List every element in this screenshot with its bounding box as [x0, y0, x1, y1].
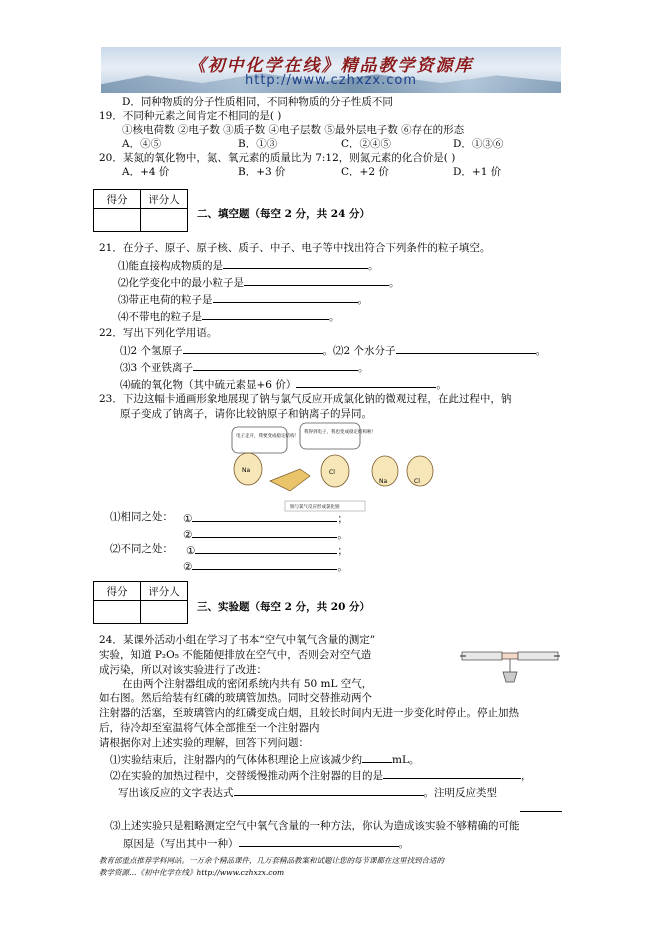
blank[interactable]: [396, 343, 536, 354]
unit: mL。: [392, 754, 420, 766]
footer-line-1: 教育部重点推荐学科网站。一万余个精品课件，几万套精品教案和试题让您的每节课都在这里找到合适的: [99, 856, 444, 865]
q23-diff-label: ⑵不同之处：: [110, 543, 173, 555]
blank[interactable]: [195, 543, 337, 554]
score-table-1: [93, 189, 188, 232]
period: 。: [337, 529, 348, 541]
blank[interactable]: [202, 309, 329, 320]
q24-line-8: 请根据你对上述实验的理解，回答下列问题：: [99, 737, 309, 749]
blank[interactable]: [383, 768, 521, 779]
q19-option-c: C．②④⑤: [341, 138, 392, 150]
score-label: 得分: [94, 582, 141, 601]
blank[interactable]: [183, 343, 323, 354]
q24-line-5: 如右图。然后给装有红磷的玻璃管加热。同时交替推动两个: [99, 692, 372, 704]
score-label: 得分: [94, 190, 141, 209]
bubble-1-text: 电子走开，我要变成稳定结构！: [236, 434, 299, 439]
q24-part-3-label: 原因是（写出其中一种）: [123, 838, 239, 850]
period: 。: [398, 838, 409, 850]
score-table-2: [93, 581, 188, 624]
q24-line-2: 实验，知道 P₂O₅ 不能随便排放在空气中，否则会对空气造: [99, 649, 372, 661]
question-23-line-2: 原子变成了钠离子，请你比较钠原子和钠离子的异同。: [120, 408, 372, 420]
question-20: 20．某氮的氧化物中，氮、氧元素的质量比为 7:12，则氮元素的化合价是( ): [99, 152, 456, 164]
q23-diff-2: [183, 559, 348, 574]
q20-option-b: B．+3 价: [238, 166, 286, 178]
q20-option-c: C．+2 价: [341, 166, 389, 178]
reaction-type-blank[interactable]: [520, 811, 562, 812]
header-banner: [101, 47, 561, 93]
number-2: ②: [183, 561, 193, 573]
question-21: 21．在分子、原子、原子核、质子、中子、电子等中找出符合下列条件的粒子填空。: [99, 242, 491, 254]
number-2: ②: [183, 529, 193, 541]
blank[interactable]: [213, 292, 358, 303]
q24-line-7: 后，待冷却至室温将气体全部推至一个注射器内: [99, 722, 320, 734]
grader-cell[interactable]: [141, 601, 188, 624]
q24-part-3-line-1: ⑶上述实验只是粗略测定空气中氧气含量的一种方法，你认为造成该实验不够精确的可能: [110, 820, 520, 832]
question-19-items: ①核电荷数 ②电子数 ③质子数 ④电子层数 ⑤最外层电子数 ⑥存在的形态: [122, 124, 465, 136]
blank[interactable]: [244, 275, 389, 286]
q23-diff-1: [186, 543, 348, 558]
q19-option-a: A．④⑤: [122, 138, 162, 150]
q22-item-4-label: ⑷硫的氧化物（其中硫元素显+6 价）: [120, 379, 297, 391]
q24-part-2b: [118, 785, 497, 800]
q21-item-2-label: ⑵化学变化中的最小粒子是: [118, 277, 244, 289]
number-1: ①: [186, 545, 196, 557]
glass-tube: [502, 653, 518, 659]
q24-part-2: ⑵在实验的加热过程中，交替缓慢推动两个注射器的目的是 ，: [110, 770, 532, 782]
blank[interactable]: [362, 752, 392, 763]
cl-ion-label: Cl: [414, 478, 420, 485]
banner-url[interactable]: http://www.czhxzx.com: [245, 73, 417, 88]
q22-item-1: ⑴2 个氢原子 。⑵2 个水分子 。: [120, 345, 547, 357]
semicolon: ；: [337, 513, 348, 525]
question-23-line-1: 23．下边这幅卡通画形象地展现了钠与氯气反应开成氯化钠的微观过程，在此过程中，钠: [99, 393, 512, 405]
q24-part-3-line-2: [123, 836, 409, 851]
blank[interactable]: [193, 360, 358, 371]
na-label: Na: [242, 467, 251, 474]
score-cell[interactable]: [94, 209, 141, 232]
reaction-type-label: 。注明反应类型: [423, 787, 497, 799]
na-ion-label: Na: [379, 478, 388, 485]
q24-line-4: 在由两个注射器组成的密闭系统内共有 50 mL 空气，: [122, 678, 373, 690]
q22-item-4: ⑷硫的氧化物（其中硫元素显+6 价） 。: [120, 379, 447, 391]
period: 。: [337, 561, 348, 573]
question-22: 22．写出下列化学用语。: [99, 327, 218, 339]
q24-part-1: [110, 752, 419, 767]
banner-title: 《初中化学在线》精品教学资源库: [188, 56, 474, 76]
q24-line-3: 成污染，所以对该实验进行了改进：: [99, 664, 267, 676]
option-d-line: D．同种物质的分子性质相同，不同种物质的分子性质不同: [122, 96, 393, 108]
q19-option-b: B．①③: [238, 138, 278, 150]
q21-item-3: ⑶带正电荷的粒子是 。: [118, 294, 368, 306]
blank[interactable]: [192, 559, 337, 570]
q22-item-1-label: ⑴2 个氢原子: [120, 345, 183, 357]
q20-option-a: A．+4 价: [122, 166, 170, 178]
question-19: 19．不同种元素之间肯定不相同的是( ): [99, 110, 282, 122]
q21-item-3-label: ⑶带正电荷的粒子是: [118, 294, 213, 306]
speech-bubble-1: [232, 427, 287, 453]
q19-option-d: D．①③⑥: [453, 138, 504, 150]
q22-item-3: ⑶3 个亚铁离子 。: [120, 362, 369, 374]
q21-item-4: ⑷不带电的粒子是 。: [118, 311, 340, 323]
grader-label: 评分人: [141, 582, 188, 601]
q24-part-1-label: ⑴实验结束后，注射器内的气体体积理论上应该减少约: [110, 754, 362, 766]
q22-item-2-label: ⑵2 个水分子: [333, 345, 396, 357]
score-cell[interactable]: [94, 601, 141, 624]
q21-item-4-label: ⑷不带电的粒子是: [118, 311, 202, 323]
q21-item-2: ⑵化学变化中的最小粒子是 。: [118, 277, 400, 289]
number-1: ①: [183, 513, 193, 525]
blank[interactable]: [192, 527, 337, 538]
section-3-heading: 三、实验题（每空 2 分，共 20 分）: [197, 601, 371, 613]
grader-label: 评分人: [141, 190, 188, 209]
q23-same-2: [183, 527, 348, 542]
equation-label: 写出该反应的文字表达式: [118, 787, 234, 799]
q21-item-1: ⑴能直接构成物质的是 。: [118, 260, 379, 272]
speech-bubble-2: [300, 423, 360, 449]
q23-same-1: [183, 511, 348, 526]
alcohol-lamp: [503, 672, 517, 682]
syringe-right: [518, 652, 558, 660]
bubble-2-text: 我得到电子，我也变成稳定结构啦！: [304, 430, 376, 435]
q22-item-3-label: ⑶3 个亚铁离子: [120, 362, 194, 374]
chloride-ion-figure: [407, 456, 433, 486]
grader-cell[interactable]: [141, 209, 188, 232]
chlorine-atom-figure: [321, 455, 349, 487]
cartoon-caption: 钠与氯气反应形成氯化钠: [290, 505, 340, 510]
electron-trail: [270, 469, 310, 491]
blank[interactable]: [192, 511, 337, 522]
q24-line-1: 24．某课外活动小组在学习了书本“空气中氧气含量的测定”: [99, 634, 376, 646]
q24-line-6: 注射器的活塞，至玻璃管内的红磷变成白烟，且较长时间内无进一步变化时停止。停止加热: [99, 707, 519, 719]
blank[interactable]: [296, 377, 436, 388]
sodium-chlorine-cartoon: [230, 421, 440, 516]
footer-line-2: 教学资源…《初中化学在线》http://www.czhxzx.com: [99, 868, 285, 877]
syringe-left: [462, 652, 502, 660]
blank[interactable]: [239, 836, 399, 847]
blank[interactable]: [234, 785, 424, 796]
q24-part-2-label: ⑵在实验的加热过程中，交替缓慢推动两个注射器的目的是: [110, 770, 383, 782]
cl-label: Cl: [329, 469, 335, 476]
blank[interactable]: [223, 258, 368, 269]
q21-item-1-label: ⑴能直接构成物质的是: [118, 260, 223, 272]
syringe-apparatus: [460, 640, 560, 684]
semicolon: ；: [337, 545, 348, 557]
q23-same-label: ⑴相同之处：: [110, 511, 173, 523]
q20-option-d: D．+1 价: [453, 166, 502, 178]
section-2-heading: 二、填空题（每空 2 分，共 24 分）: [197, 208, 371, 220]
